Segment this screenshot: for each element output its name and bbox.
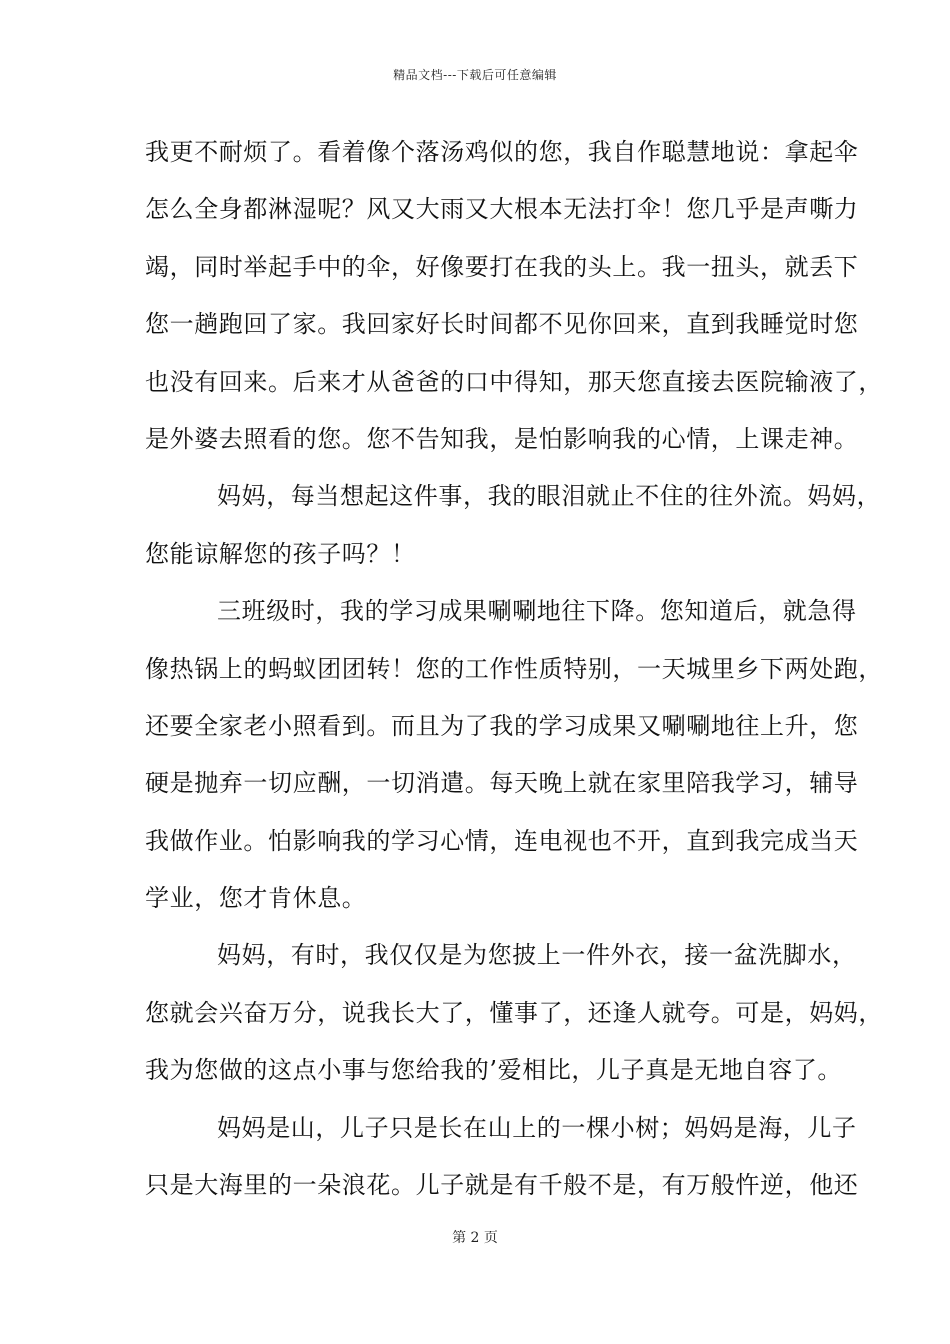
text-line: 像热锅上的蚂蚁团团转！您的工作性质特别，一天城里乡下两处跑， — [145, 654, 883, 683]
text-line: 您就会兴奋万分，说我长大了，懂事了，还逢人就夸。可是，妈妈， — [145, 998, 883, 1027]
page-number: 第 2 页 — [452, 1230, 498, 1246]
paragraph-start-line: 三班级时，我的学习成果唰唰地往下降。您知道后，就急得 — [217, 597, 857, 626]
text-line: 学业，您才肯休息。 — [145, 884, 367, 913]
text-line: 硬是抛弃一切应酬，一切消遣。每天晚上就在家里陪我学习，辅导 — [145, 769, 859, 798]
text-line: 怎么全身都淋湿呢？风又大雨又大根本无法打伞！您几乎是声嘶力 — [145, 195, 859, 224]
text-line: 是外婆去照看的您。您不告知我，是怕影响我的心情，上课走神。 — [145, 424, 859, 453]
page-header: 精品文档---下载后可任意编辑 — [393, 68, 557, 82]
text-line: 我为您做的这点小事与您给我的’爱相比，儿子真是无地自容了。 — [145, 1056, 843, 1085]
paragraph-start-line: 妈妈，每当想起这件事，我的眼泪就止不住的往外流。妈妈， — [217, 482, 882, 511]
document-body — [145, 130, 883, 1220]
text-line: 还要全家老小照看到。而且为了我的学习成果又唰唰地往上升，您 — [145, 711, 859, 740]
text-line: 我更不耐烦了。看着像个落汤鸡似的您，我自作聪慧地说：拿起伞 — [145, 138, 859, 166]
text-line: 也没有回来。后来才从爸爸的口中得知，那天您直接去医院输液了， — [145, 367, 883, 396]
text-line: 只是大海里的一朵浪花。儿子就是有千般不是，有万般忤逆，他还 — [145, 1171, 859, 1200]
paragraph-start-line: 妈妈是山，儿子只是长在山上的一棵小树；妈妈是海，儿子 — [217, 1113, 857, 1142]
text-line: 您一趟跑回了家。我回家好长时间都不见你回来，直到我睡觉时您 — [145, 310, 859, 339]
text-line: 我做作业。怕影响我的学习心情，连电视也不开，直到我完成当天 — [145, 826, 859, 855]
text-line: 竭，同时举起手中的伞，好像要打在我的头上。我一扭头，就丢下 — [145, 252, 859, 281]
text-line: 您能谅解您的孩子吗？！ — [145, 539, 416, 568]
paragraph-start-line: 妈妈，有时，我仅仅是为您披上一件外衣，接一盆洗脚水， — [217, 941, 857, 970]
